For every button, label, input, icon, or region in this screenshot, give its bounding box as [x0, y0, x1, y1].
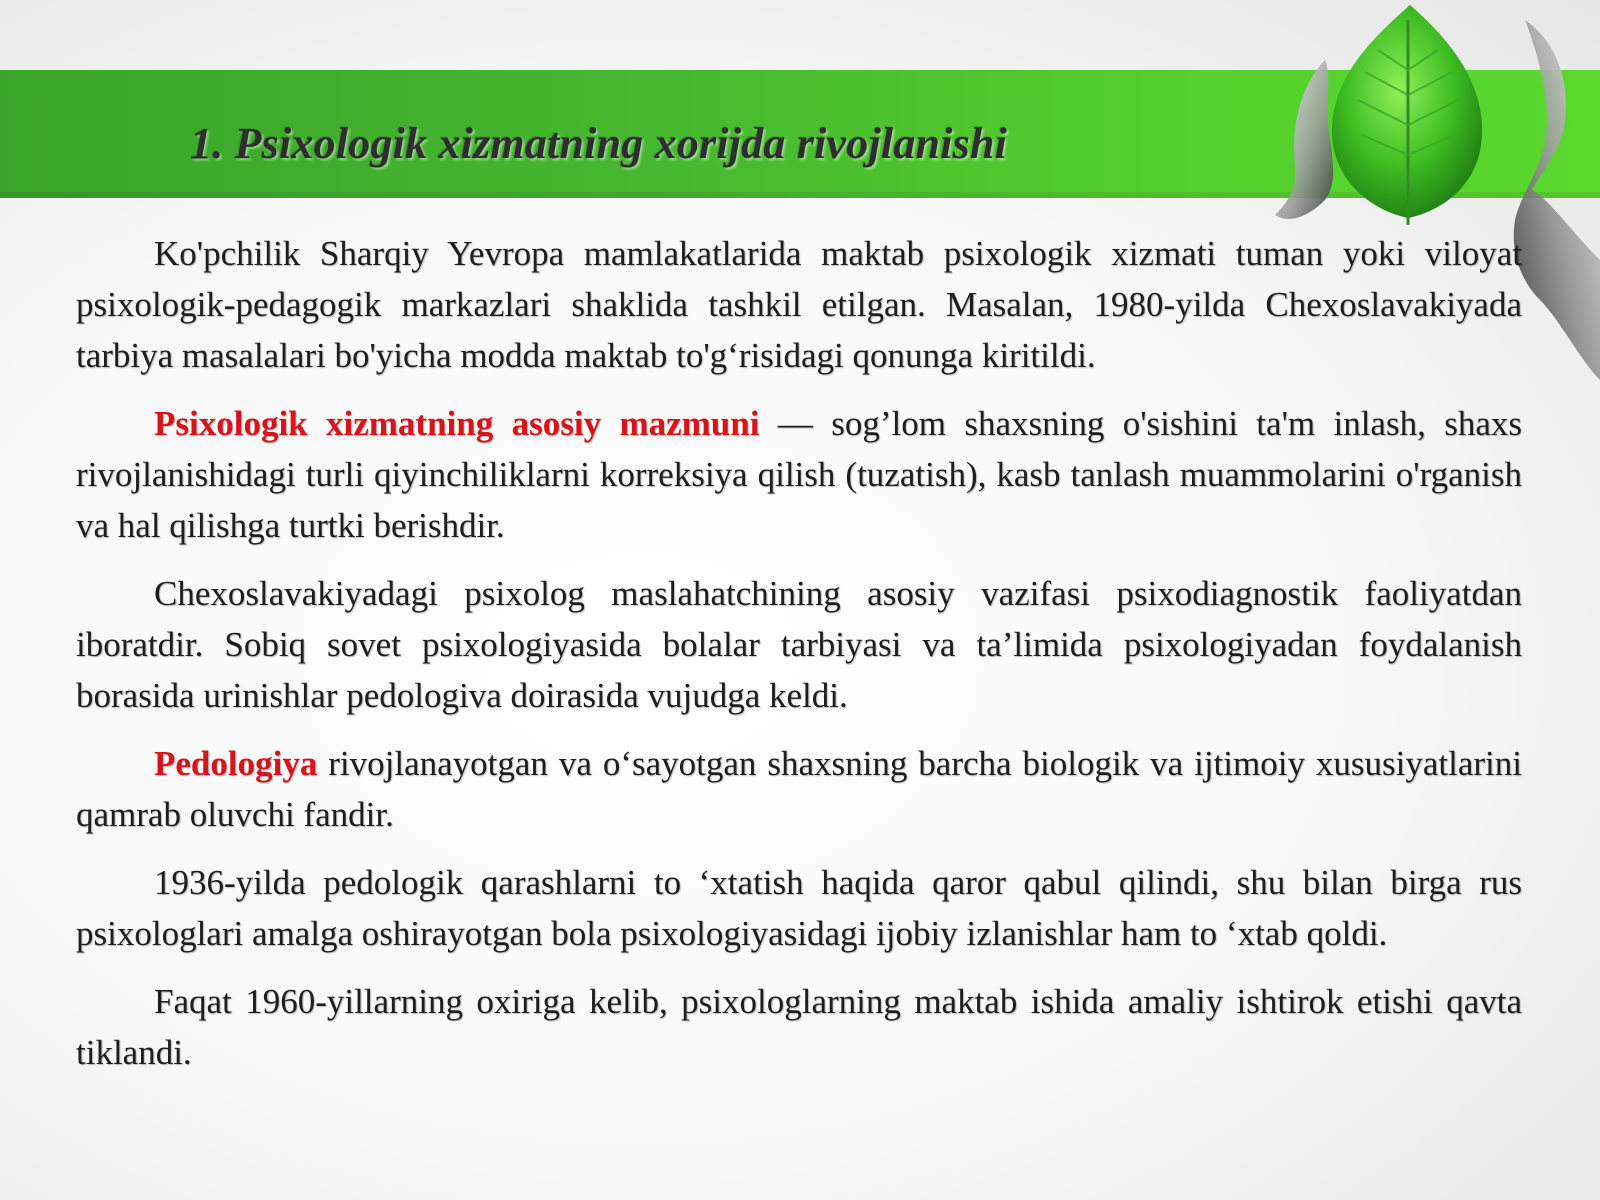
highlight-term: Pedologiya	[154, 744, 318, 783]
slide-title: 1. Psixologik xizmatning xorijda rivojlanishi	[190, 119, 1008, 168]
paragraph-2: Psixologik xizmatning asosiy mazmuni — sog’lom shaxsning o'sishini ta'm inlash, shaxs rivojlanishidagi turli qiyinchiliklarni korreksiya qilish (tuzatish), kasb tanlash muammolarini o'rganish va hal qilishga turtki berishdir.	[76, 404, 1522, 545]
paragraph-6: Faqat 1960-yillarning oxiriga kelib, psixologlarning maktab ishida amaliy ishtirok etishi qavta tiklandi.	[76, 982, 1522, 1072]
paragraph-4: Pedologiya rivojlanayotgan va o‘sayotgan shaxsning barcha biologik va ijtimoiy xususiyatlarini qamrab oluvchi fandir.	[76, 744, 1522, 834]
slide-body	[76, 228, 1522, 1095]
highlight-term: Psixologik xizmatning asosiy mazmuni	[154, 404, 760, 443]
paragraph-5: 1936-yilda pedologik qarashlarni to ‘xtatish haqida qaror qabul qilindi, shu bilan birga rus psixologlari amalga oshirayotgan bola psixologiyasidagi ijobiy izlanishlar ham to ‘xtab qoldi.	[76, 863, 1522, 953]
paragraph-3: Chexoslavakiyadagi psixolog maslahatchining asosiy vazifasi psixodiagnostik faoliyatdan iboratdir. Sobiq sovet psixologiyasida bolalar tarbiyasi va ta’limida psixologiyadan foydalanish borasida urinishlar pedologiva doirasida vujudga keldi.	[76, 574, 1522, 715]
paragraph-1: Ko'pchilik Sharqiy Yevropa mamlakatlarida maktab psixologik xizmati tuman yoki viloyat psixologik-pedagogik markazlari shaklida tashkil etilgan. Masalan, 1980-yilda Chexoslavakiyada tarbiya masalalari bo'yicha modda maktab to'g‘risidagi qonunga kiritildi.	[76, 234, 1522, 375]
